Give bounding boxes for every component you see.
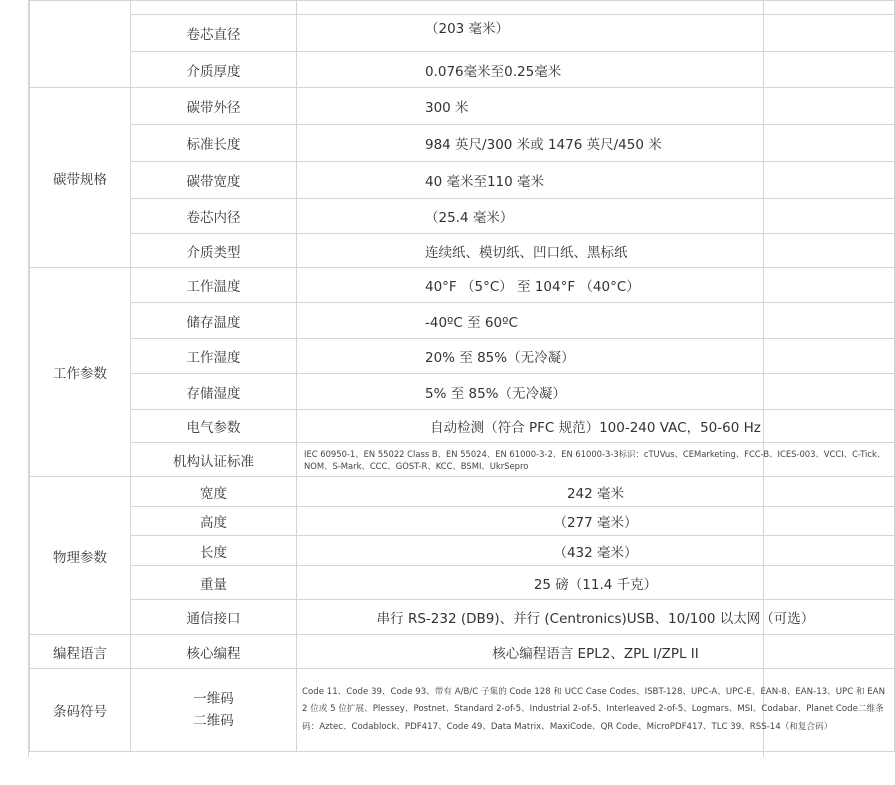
spec-table — [29, 0, 895, 752]
row-value: 300 米 — [297, 88, 895, 125]
row-label: 碳带外径 — [131, 88, 297, 125]
row-label — [131, 669, 297, 752]
table-row — [30, 125, 895, 162]
table-row — [30, 88, 895, 125]
table-row — [30, 339, 895, 374]
group-name: 编程语言 — [30, 635, 131, 669]
row-value: -40ºC 至 60ºC — [297, 303, 895, 339]
table-row — [30, 15, 895, 52]
group-name: 工作参数 — [30, 268, 131, 477]
table-row — [30, 162, 895, 199]
row-value: 242 毫米 — [297, 477, 895, 507]
row-value: 40 毫米至110 毫米 — [297, 162, 895, 199]
row-value: Code 11、Code 39、Code 93、带有 A/B/C 子集的 Code 128 和 UCC Case Codes、ISBT-128、UPC-A、UPC-E、EAN-8、EAN-13、UPC 和 EAN 2 位或 5 位扩展、Plessey、Postnet、Standard 2-of-5、Industrial 2-of-5、Interleaved 2-of-5、Logmars、MSI、Codabar、Planet Code二维条码：Aztec、Codablock、PDF417、Code 49、Data Matrix、MaxiCode、QR Code、MicroPDF417、TLC 39、RSS-14（和复合码） — [297, 669, 895, 752]
row-label — [131, 1, 297, 15]
table-row — [30, 303, 895, 339]
row-value: 25 磅（11.4 千克） — [297, 566, 895, 600]
table-row — [30, 443, 895, 477]
row-label: 重量 — [131, 566, 297, 600]
table-row — [30, 536, 895, 566]
group-name: 碳带规格 — [30, 88, 131, 268]
table-row — [30, 234, 895, 268]
row-value — [297, 1, 895, 15]
group-name: 物理参数 — [30, 477, 131, 635]
row-label-line: 二维码 — [193, 713, 234, 729]
row-label: 储存温度 — [131, 303, 297, 339]
row-value: 40°F （5°C） 至 104°F （40°C） — [297, 268, 895, 303]
row-label: 工作湿度 — [131, 339, 297, 374]
row-label: 卷芯直径 — [131, 15, 297, 52]
row-value: IEC 60950-1、EN 55022 Class B、EN 55024、EN 61000-3-2、EN 61000-3-3标识：cTUVus、CEMarketing、FCC-B、ICES-003、VCCI、C-Tick、NOM、S-Mark、CCC、GOST-R、KCC、BSMI、UkrSepro — [297, 443, 895, 477]
row-label-line: 一维码 — [193, 691, 234, 707]
table-row — [30, 410, 895, 443]
row-label: 高度 — [131, 507, 297, 536]
row-label: 通信接口 — [131, 600, 297, 635]
table-row — [30, 507, 895, 536]
row-value: 0.076毫米至0.25毫米 — [297, 52, 895, 88]
row-label: 长度 — [131, 536, 297, 566]
row-value: （432 毫米） — [297, 536, 895, 566]
table-row — [30, 477, 895, 507]
row-label: 卷芯内径 — [131, 199, 297, 234]
row-label: 宽度 — [131, 477, 297, 507]
row-label: 存储湿度 — [131, 374, 297, 410]
group-name: 条码符号 — [30, 669, 131, 752]
row-label: 电气参数 — [131, 410, 297, 443]
row-value: 串行 RS-232 (DB9)、并行 (Centronics)USB、10/100 以太网（可选） — [297, 600, 895, 635]
row-value: 20% 至 85%（无冷凝） — [297, 339, 895, 374]
table-row — [30, 669, 895, 752]
row-label: 机构认证标准 — [131, 443, 297, 477]
row-value: 自动检测（符合 PFC 规范）100-240 VAC，50-60 Hz — [297, 410, 895, 443]
row-label: 介质厚度 — [131, 52, 297, 88]
row-label: 碳带宽度 — [131, 162, 297, 199]
row-value: （203 毫米） — [297, 15, 895, 52]
table-row — [30, 1, 895, 15]
table-row — [30, 199, 895, 234]
group-name — [30, 1, 131, 88]
row-value: 984 英尺/300 米或 1476 英尺/450 米 — [297, 125, 895, 162]
row-value: 5% 至 85%（无冷凝） — [297, 374, 895, 410]
table-row — [30, 635, 895, 669]
table-row — [30, 268, 895, 303]
row-value: （277 毫米） — [297, 507, 895, 536]
row-value: 连续纸、模切纸、凹口纸、黑标纸 — [297, 234, 895, 268]
table-row — [30, 52, 895, 88]
row-value: 核心编程语言 EPL2、ZPL I/ZPL II — [297, 635, 895, 669]
table-row — [30, 374, 895, 410]
spec-sheet — [28, 0, 886, 757]
row-value: （25.4 毫米） — [297, 199, 895, 234]
row-label: 标准长度 — [131, 125, 297, 162]
row-label: 介质类型 — [131, 234, 297, 268]
table-row — [30, 566, 895, 600]
table-row — [30, 600, 895, 635]
row-label: 核心编程 — [131, 635, 297, 669]
row-label: 工作温度 — [131, 268, 297, 303]
